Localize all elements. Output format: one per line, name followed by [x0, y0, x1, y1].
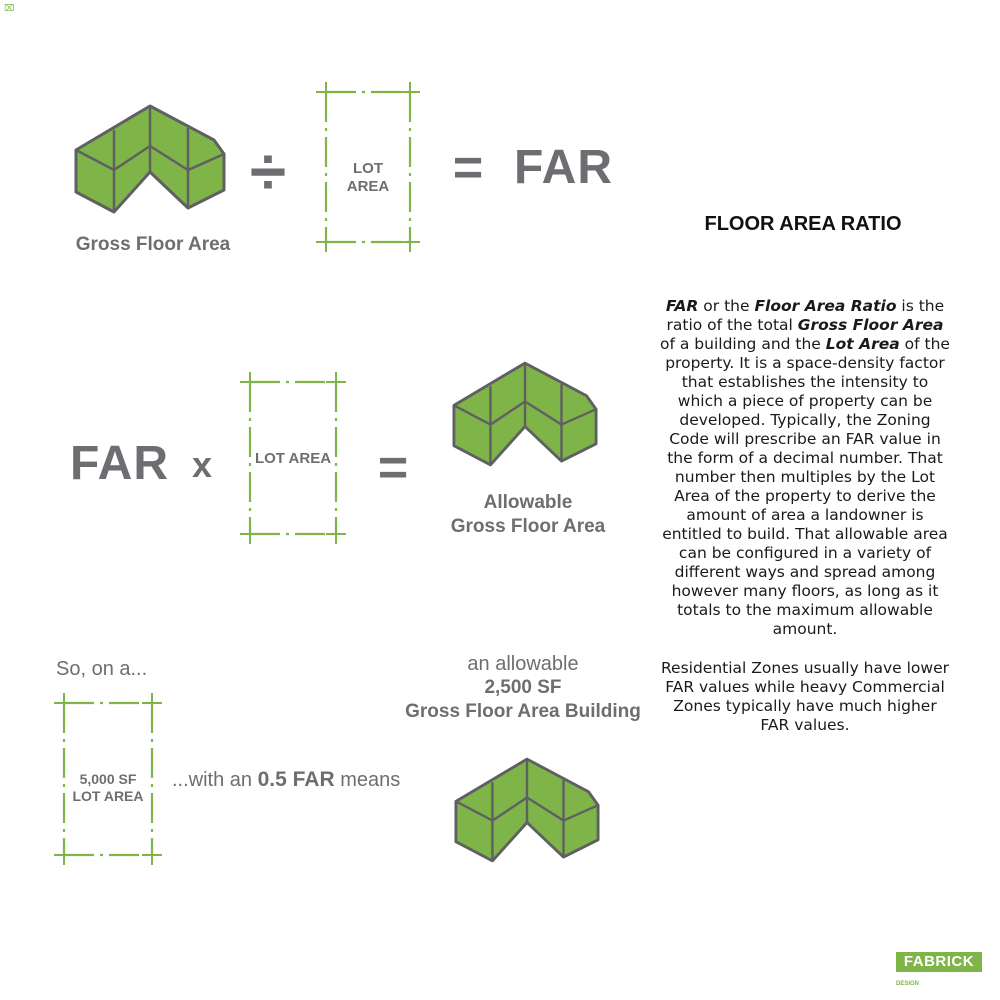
lot-area-label-eq1: LOT AREA — [330, 160, 406, 196]
floor-area-ratio-title: FLOOR AREA RATIO — [704, 213, 902, 235]
equals-symbol-eq1: = — [452, 139, 484, 197]
far-result-eq1: FAR — [514, 141, 613, 194]
building-icon-eq2 — [452, 360, 598, 468]
allowable-line1: an allowable — [467, 653, 579, 675]
equals-symbol-eq2: = — [377, 439, 409, 497]
lot-area-label-example — [68, 771, 148, 805]
allowable-label-line1: Allowable — [483, 492, 573, 513]
far-description-paragraph — [660, 297, 950, 639]
desc-text-1: or the — [698, 297, 755, 315]
zones-paragraph: Residential Zones usually have lower FAR values while heavy Commercial Zones typically have much higher FAR values. — [660, 659, 950, 734]
corner-mark-icon: ⌧ — [4, 3, 15, 13]
with-far-text — [172, 768, 400, 792]
desc-text-4: of the property. It is a space-density factor that establishes the intensity to which a piece of property can be developed. Typically, the Zoning Code will prescribe an FAR value in the form of a decimal number. That number then multiples by the Lot Area of the property to derive the amount of area a landowner is entitled to build. That allowable area can be configured in a variety of different ways and spread among however many floors, as long as it totals to the maximum allowable amount. — [662, 335, 950, 638]
building-icon-example — [454, 756, 600, 864]
gross-floor-area-term: Gross Floor Area — [797, 316, 944, 334]
fabrick-logo — [896, 952, 982, 992]
allowable-line2: 2,500 SF — [484, 677, 562, 698]
lot-area-label-eq2: LOT AREA — [254, 450, 332, 467]
gross-floor-area-label: Gross Floor Area — [75, 234, 231, 255]
desc-text-3: of a building and the — [660, 335, 826, 353]
divide-symbol: ÷ — [249, 134, 287, 208]
logo-word: FABRICK — [896, 952, 982, 972]
lot-area-box-example — [54, 693, 162, 865]
far-eq2: FAR — [70, 437, 169, 490]
far-value: 0.5 FAR — [257, 768, 335, 791]
logo-sub: DESIGN — [896, 981, 920, 987]
with-prefix: ...with an — [172, 769, 253, 791]
allowable-building-text — [398, 652, 648, 724]
building-icon-eq1 — [74, 104, 226, 214]
with-suffix: means — [340, 769, 401, 791]
lot-area-term: Lot Area — [825, 335, 900, 353]
times-symbol: x — [191, 444, 213, 485]
lot-size-text: 5,000 SF — [79, 771, 137, 787]
allowable-line3: Gross Floor Area Building — [405, 701, 641, 722]
desc-text-2: is the ratio of the total — [666, 297, 945, 334]
lot-area-text: LOT AREA — [72, 787, 144, 804]
lot-area-box-eq1 — [316, 82, 420, 252]
lot-area-box-eq2 — [240, 372, 346, 544]
allowable-label-line2: Gross Floor Area — [450, 516, 606, 537]
far-term: FAR — [665, 297, 699, 315]
so-on-a-text: So, on a... — [56, 658, 148, 680]
floor-area-ratio-term: Floor Area Ratio — [754, 297, 897, 315]
